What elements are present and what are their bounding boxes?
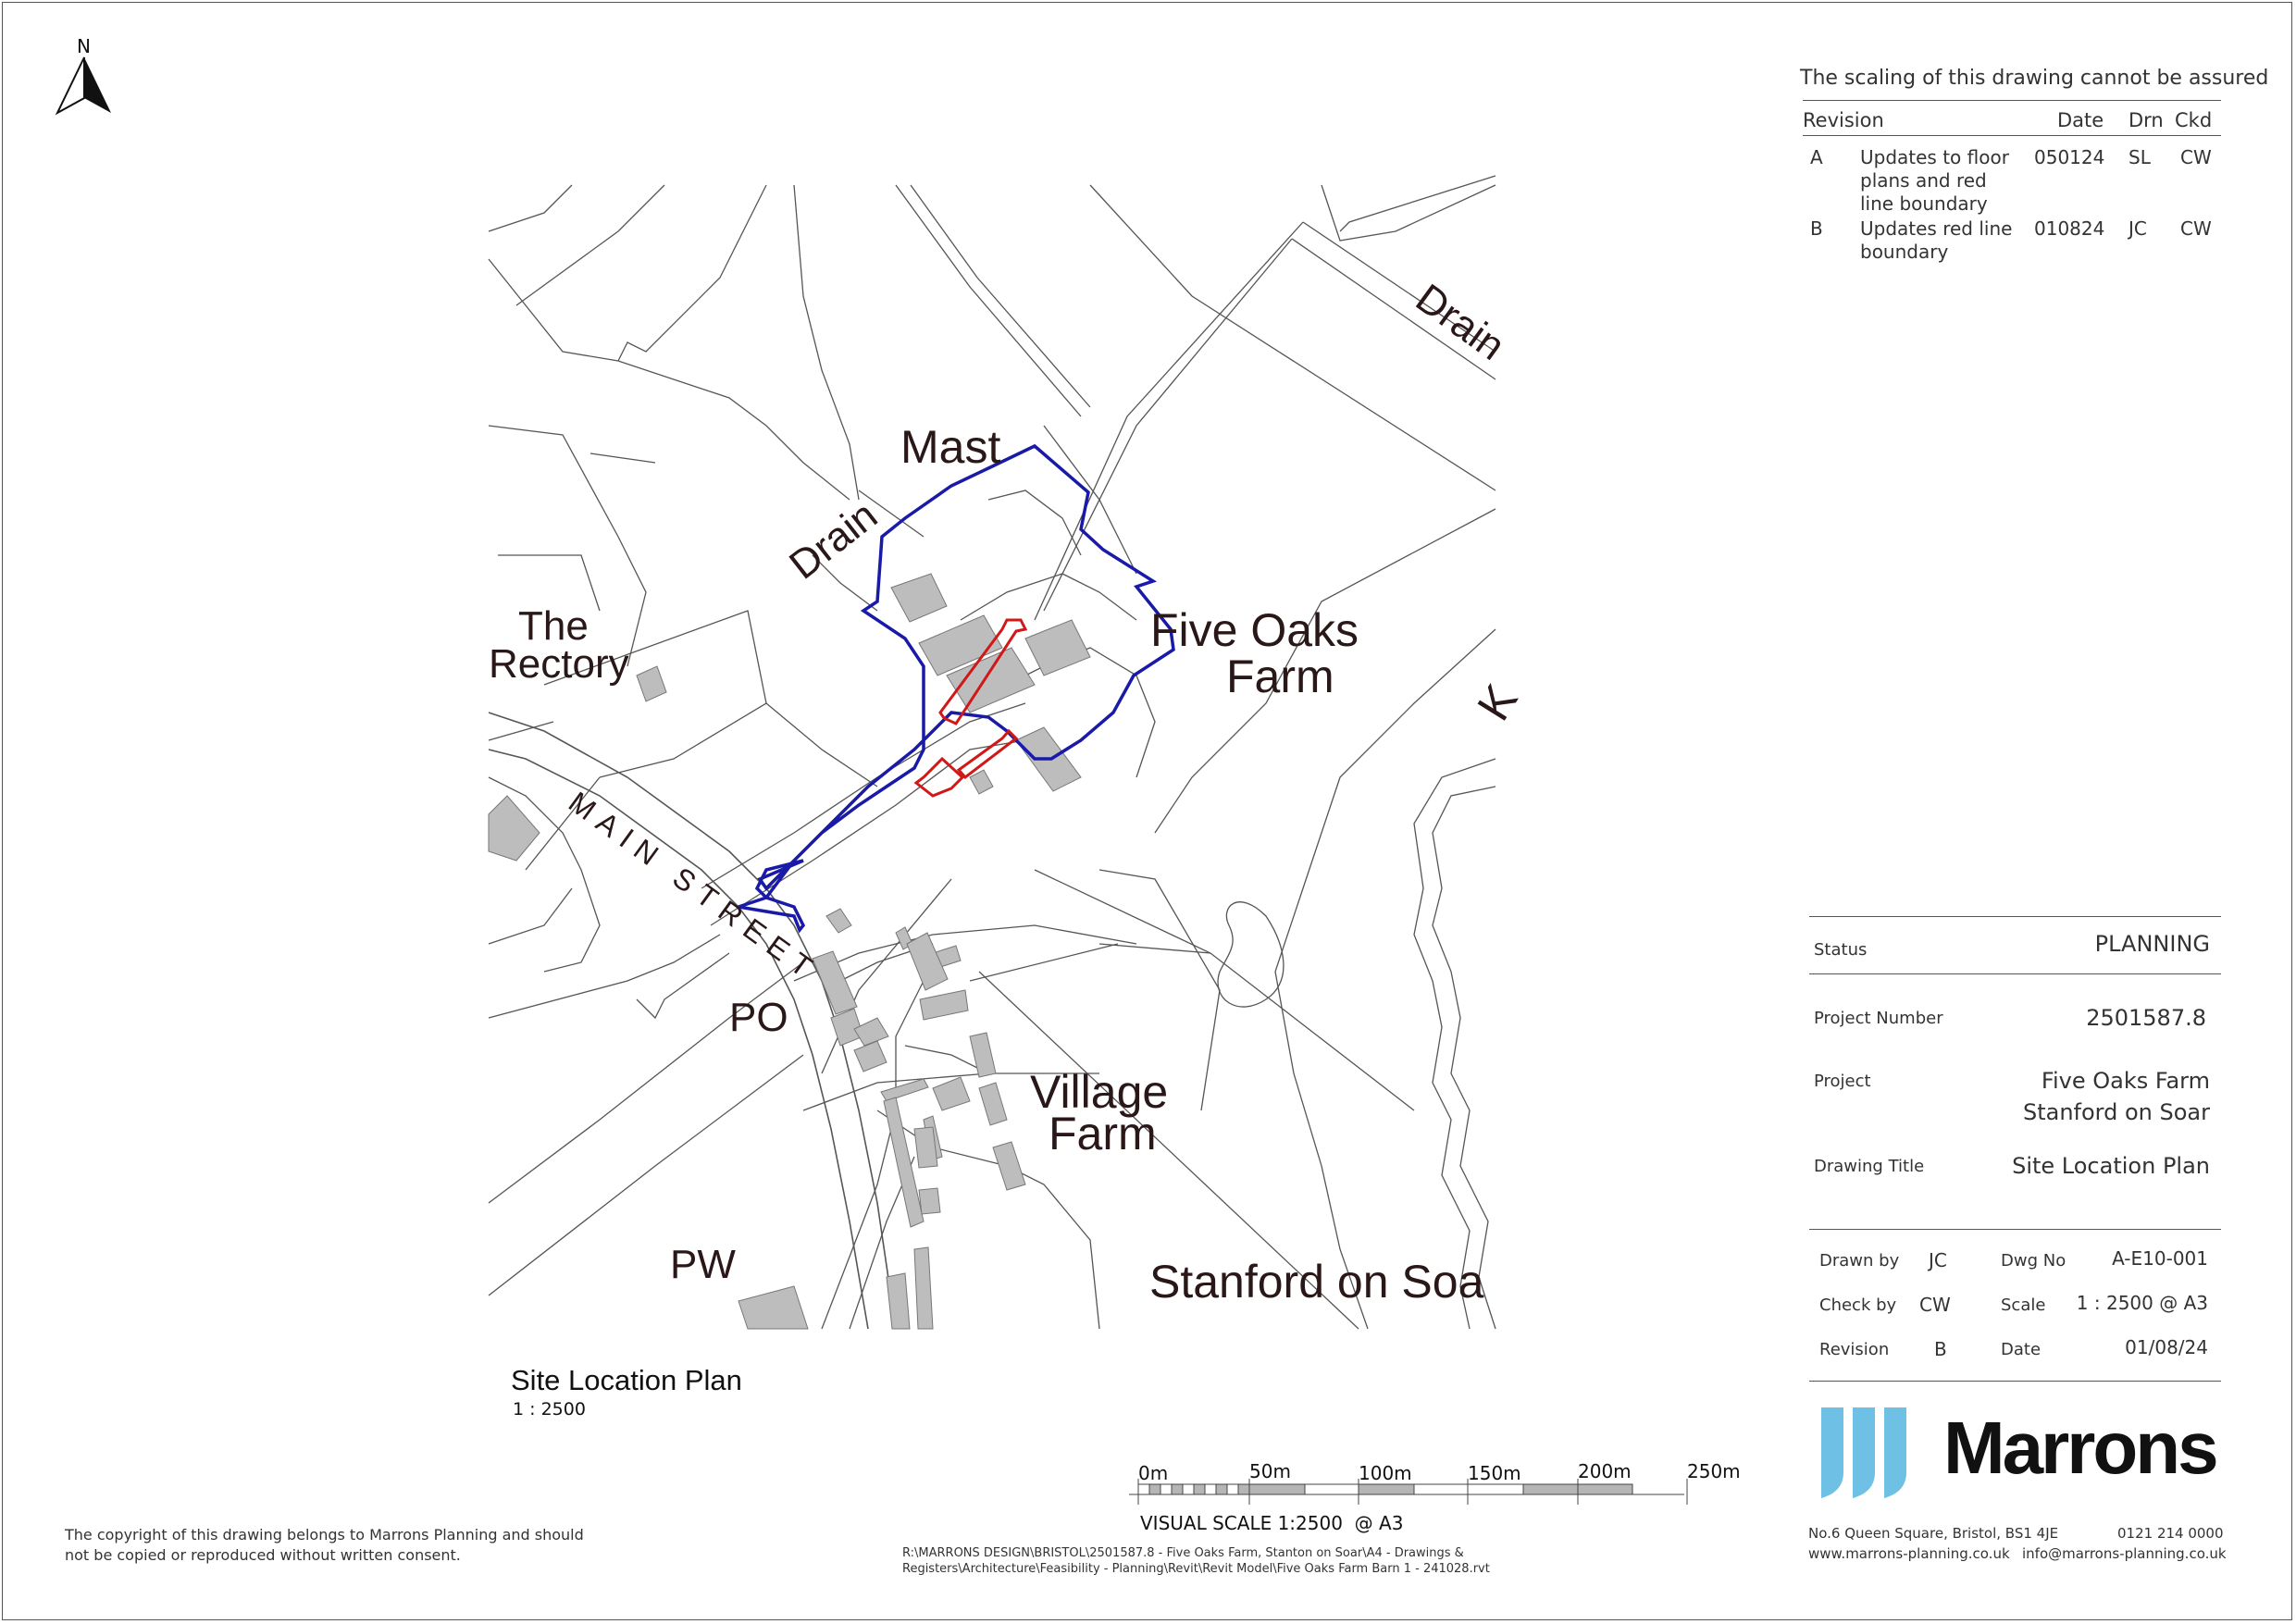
drn-header: Drn — [2128, 109, 2164, 131]
label-drain-top: Drain — [1407, 275, 1513, 370]
label-mast: Mast — [900, 421, 1001, 473]
copyright-notice: The copyright of this drawing belongs to Marrons Planning and should not be copied or reproduced without written consent. — [65, 1526, 584, 1564]
label-main-street: MAIN STREET — [563, 785, 826, 989]
revision-value: B — [1934, 1338, 1947, 1360]
red-line-small — [959, 731, 1016, 777]
marrons-logo — [1814, 1402, 2221, 1504]
label-five-oaks-2: Farm — [1226, 651, 1334, 702]
file-path: R:\MARRONS DESIGN\BRISTOL\2501587.8 - Five Oaks Farm, Stanton on Soar\A4 - Drawings & Registers\Architecture\Feasibility - Planning\Revit\Revit Model\Five Oaks Farm Barn 1 - 241028.rvt — [902, 1546, 1490, 1576]
label-stanford: Stanford on Soa — [1149, 1256, 1484, 1308]
revision-a-ckd: CW — [2180, 146, 2212, 168]
revision-a-desc: Updates to floor plans and red line boundary — [1860, 146, 2009, 215]
label-drain-left: Drain — [781, 492, 887, 589]
titleblock-rule-1 — [1809, 916, 2221, 917]
brand-email[interactable]: info@marrons-planning.co.uk — [2022, 1545, 2227, 1562]
revision-a-drn: SL — [2128, 146, 2151, 168]
plan-title: Site Location Plan — [511, 1364, 742, 1396]
scale-bar — [1129, 1453, 1741, 1536]
scale-tick-0: 0m — [1138, 1462, 1169, 1484]
revision-a-date: 050124 — [2034, 146, 2105, 168]
revision-label: Revision — [1819, 1340, 1890, 1359]
revision-rule-header — [1803, 135, 2221, 136]
revision-b-date: 010824 — [2034, 217, 2105, 240]
scale-value: 1 : 2500 @ A3 — [2076, 1292, 2208, 1314]
label-village-2: Farm — [1049, 1108, 1157, 1159]
scale-tick-100: 100m — [1359, 1462, 1412, 1484]
scale-label: Scale — [2001, 1295, 2046, 1315]
scale-tick-200: 200m — [1578, 1460, 1632, 1482]
marrons-logo-icon — [1814, 1402, 1925, 1504]
revision-rule-top — [1803, 100, 2221, 101]
project-label: Project — [1814, 1072, 1871, 1091]
north-label: N — [77, 35, 91, 57]
date-value: 01/08/24 — [2125, 1336, 2208, 1358]
check-by-value: CW — [1919, 1294, 1951, 1316]
date-label: Date — [2001, 1340, 2042, 1359]
revision-b-drn: JC — [2128, 217, 2147, 240]
status-value: PLANNING — [2094, 931, 2210, 957]
label-village-1: Village — [1030, 1066, 1169, 1118]
revision-b-letter: B — [1810, 217, 1823, 240]
drawn-by-value: JC — [1929, 1249, 1947, 1271]
scale-tick-150: 150m — [1468, 1462, 1521, 1484]
drawn-by-label: Drawn by — [1819, 1251, 1900, 1271]
brand-address: No.6 Queen Square, Bristol, BS1 4JE — [1808, 1525, 2059, 1542]
label-rectory-2: Rectory — [489, 641, 629, 687]
titleblock-rule-3 — [1809, 1229, 2221, 1230]
label-five-oaks-1: Five Oaks — [1150, 604, 1359, 656]
drawing-title-value: Site Location Plan — [2012, 1153, 2210, 1179]
drawing-title-label: Drawing Title — [1814, 1157, 1925, 1176]
north-arrow — [54, 37, 115, 120]
scale-bar-graphic — [1129, 1479, 1731, 1516]
dwg-no-value: A-E10-001 — [2112, 1247, 2208, 1270]
brand-web[interactable]: www.marrons-planning.co.uk — [1808, 1545, 2010, 1562]
plan-scale: 1 : 2500 — [513, 1399, 586, 1419]
check-by-label: Check by — [1819, 1295, 1897, 1315]
brand-phone: 0121 214 0000 — [2117, 1525, 2224, 1542]
revision-header: Revision — [1803, 109, 1884, 131]
label-rectory-1: The — [518, 603, 589, 649]
project-number-label: Project Number — [1814, 1009, 1943, 1028]
map-linework — [489, 185, 1496, 1329]
site-map — [489, 185, 1528, 1329]
titleblock-rule-2 — [1809, 973, 2221, 974]
status-label: Status — [1814, 940, 1868, 960]
scale-tick-250: 250m — [1687, 1460, 1741, 1482]
ckd-header: Ckd — [2175, 109, 2213, 131]
red-line-annex — [916, 759, 962, 796]
revision-a-letter: A — [1810, 146, 1823, 168]
marrons-wordmark: Marrons — [1943, 1407, 2216, 1489]
project-number-value: 2501587.8 — [2086, 1005, 2206, 1031]
label-k: K — [1467, 676, 1528, 730]
scale-caption: VISUAL SCALE 1:2500 @ A3 — [1140, 1512, 1404, 1534]
date-header: Date — [2057, 109, 2104, 131]
label-pw: PW — [670, 1242, 736, 1287]
revision-b-ckd: CW — [2180, 217, 2212, 240]
project-line-1: Five Oaks Farm — [2041, 1068, 2210, 1094]
project-line-2: Stanford on Soar — [2022, 1099, 2210, 1125]
scaling-disclaimer: The scaling of this drawing cannot be assured — [1800, 67, 2269, 90]
titleblock-rule-4 — [1809, 1381, 2221, 1382]
scale-tick-50: 50m — [1249, 1460, 1291, 1482]
dwg-no-label: Dwg No — [2001, 1251, 2066, 1271]
label-po: PO — [729, 995, 788, 1040]
revision-b-desc: Updates red line boundary — [1860, 217, 2013, 263]
